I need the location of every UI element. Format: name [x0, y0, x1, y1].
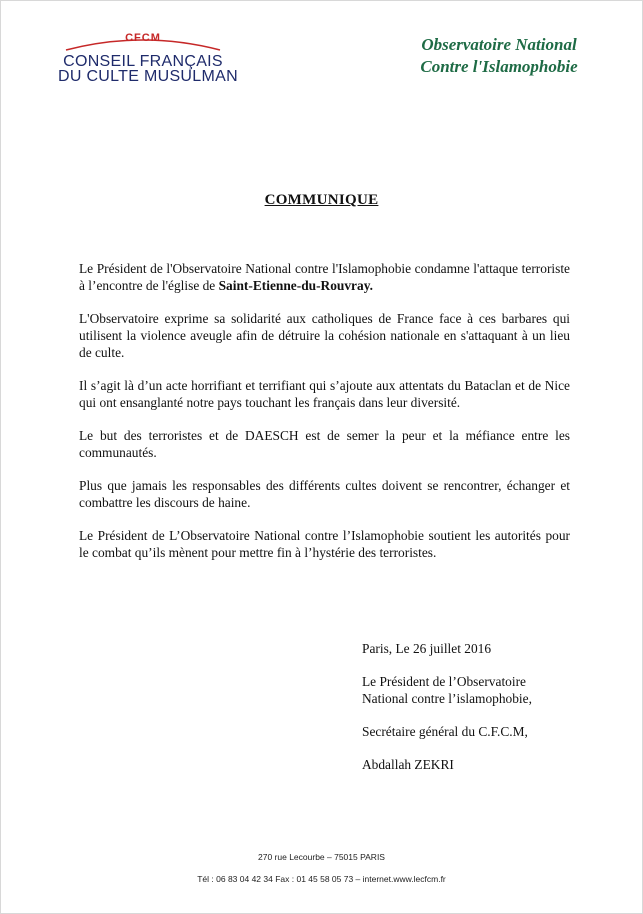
footer-address: 270 rue Lecourbe – 75015 PARIS — [258, 852, 385, 862]
paragraph-1 — [79, 260, 570, 294]
signature-role-line2: National contre l’islamophobie, — [362, 691, 532, 706]
paragraph-1-place: Saint-Etienne-du-Rouvray. — [218, 278, 373, 293]
paragraph-2: L'Observatoire exprime sa solidarité aux catholiques de France face à ces barbares qui utilisent la violence aveugle afin de détruire la cohésion nationale en s'attaquant à un lieu de culte. — [79, 311, 570, 360]
signature-name: Abdallah ZEKRI — [362, 757, 454, 772]
page-title: COMMUNIQUE — [264, 192, 379, 208]
footer-contact: Tél : 06 83 04 42 34 Fax : 01 45 58 05 73 – internet.www.lecfcm.fr — [197, 874, 446, 884]
paragraph-3: Il s’agit là d’un acte horrifiant et terrifiant qui s’ajoute aux attentats du Bataclan et de Nice qui ont ensanglanté notre pays touchant les français dans leur diversité. — [79, 378, 570, 410]
paragraph-6: Le Président de L’Observatoire National contre l’Islamophobie soutient les autorités pour le combat qu’ils mènent pour mettre fin à l’hystérie des terroristes. — [79, 528, 570, 560]
signature-date: Paris, Le 26 juillet 2016 — [362, 641, 492, 656]
paragraph-1-text: Le Président de l'Observatoire National contre l'Islamophobie condamne l'attaque terroriste à l’encontre de l'église de — [79, 261, 570, 293]
footer — [0, 852, 643, 884]
logo-line2: DU CULTE MUSULMAN — [58, 68, 238, 85]
paragraph-4: Le but des terroristes et de DAESCH est de semer la peur et la méfiance entre les communautés. — [79, 428, 570, 460]
logo-abbr: CFCM — [125, 32, 161, 44]
signature-block — [362, 640, 592, 789]
signature-role — [362, 673, 592, 707]
cfcm-logo — [58, 32, 238, 85]
observatoire-line1: Observatoire National — [421, 35, 577, 54]
observatoire-line2: Contre l'Islamophobie — [420, 57, 578, 76]
signature-role-line1: Le Président de l’Observatoire — [362, 674, 526, 689]
paragraph-5: Plus que jamais les responsables des différents cultes doivent se rencontrer, échanger et combattre les discours de haine. — [79, 478, 570, 510]
document-body — [79, 260, 570, 577]
observatoire-header — [404, 34, 594, 78]
logo-line1: CONSEIL FRANÇAIS — [63, 53, 223, 70]
signature-secretary: Secrétaire général du C.F.C.M, — [362, 724, 528, 739]
